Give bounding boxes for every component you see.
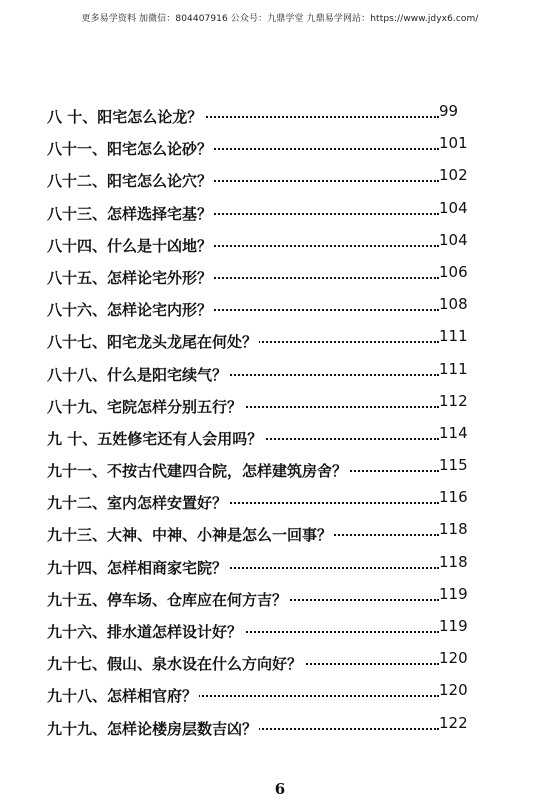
- toc-entry-page: 111: [439, 327, 468, 346]
- toc-entry: [47, 359, 473, 391]
- toc-entry-page: 106: [439, 262, 468, 281]
- toc-entry-title: 九十三、大神、中神、小神是怎么一回事？: [47, 519, 334, 551]
- toc-entry: [47, 326, 473, 358]
- toc-entry: [47, 391, 473, 423]
- toc-entry-title: 八十四、什么是十凶地？: [47, 230, 214, 262]
- toc-entry-page: 101: [439, 134, 468, 153]
- toc-entry: [47, 616, 473, 648]
- toc-entry-page: 120: [439, 681, 468, 700]
- toc-entry-title: 九十二、室内怎样安置好？: [47, 487, 229, 519]
- toc-entry-page: 104: [439, 230, 468, 249]
- toc-entry-title: 八十一、阳宅怎么论砂？: [47, 133, 214, 165]
- toc-entry-page: 118: [439, 552, 468, 571]
- toc-entry: [47, 230, 473, 262]
- table-of-contents: [47, 101, 473, 745]
- toc-entry-page: 119: [439, 617, 468, 635]
- toc-entry: [47, 487, 473, 519]
- toc-entry-page: 111: [439, 359, 468, 378]
- toc-entry-title: 九 十、五姓修宅还有人会用吗？: [47, 423, 264, 455]
- toc-entry-page: 102: [439, 166, 468, 185]
- toc-entry-page: 104: [439, 198, 468, 217]
- toc-entry-page: 114: [439, 423, 468, 442]
- toc-entry: [47, 133, 473, 165]
- toc-entry-title: 九十六、排水道怎样设计好？: [47, 616, 244, 648]
- toc-entry-title: 八十八、什么是阳宅续气？: [47, 359, 229, 391]
- toc-entry-title: 九十七、假山、泉水设在什么方向好？: [47, 648, 304, 680]
- toc-entry: [47, 455, 473, 487]
- toc-entry: [47, 680, 473, 712]
- toc-entry-title: 八 十、阳宅怎么论龙？: [47, 101, 204, 133]
- page-number: 6: [274, 780, 286, 798]
- toc-entry-title: 九十一、不按古代建四合院，怎样建筑房舍？: [47, 455, 349, 487]
- toc-entry-title: 八十二、阳宅怎么论穴？: [47, 165, 214, 197]
- toc-entry-title: 八十六、怎样论宅内形？: [47, 294, 214, 326]
- toc-entry-title: 九十五、停车场、仓库应在何方吉？: [47, 584, 289, 616]
- toc-entry: [47, 101, 473, 133]
- toc-entry: [47, 262, 473, 294]
- page-header: 更多易学资料 加微信：804407916 公众号：九鼎学堂 九鼎易学网站：https://www.jdyx6.com/: [81, 14, 479, 24]
- toc-entry-title: 八十五、怎样论宅外形？: [47, 262, 214, 294]
- toc-entry: [47, 198, 473, 230]
- toc-entry: [47, 584, 473, 616]
- toc-entry-page: 120: [439, 649, 468, 668]
- toc-entry: [47, 552, 473, 584]
- toc-entry-page: 99: [439, 102, 459, 120]
- toc-entry-page: 119: [439, 584, 468, 603]
- toc-entry-title: 八十七、阳宅龙头龙尾在何处？: [47, 326, 259, 358]
- toc-entry-page: 108: [439, 295, 468, 314]
- toc-entry-page: 115: [439, 456, 468, 475]
- toc-entry: [47, 713, 473, 745]
- toc-entry-page: 118: [439, 520, 468, 539]
- toc-entry: [47, 648, 473, 680]
- toc-entry-title: 九十四、怎样相商家宅院？: [47, 552, 229, 584]
- toc-entry: [47, 519, 473, 551]
- toc-entry: [47, 423, 473, 455]
- toc-entry: [47, 165, 473, 197]
- toc-entry-title: 八十三、怎样选择宅基？: [47, 198, 214, 230]
- toc-entry-page: 116: [439, 488, 468, 507]
- toc-entry-title: 八十九、宅院怎样分别五行？: [47, 391, 244, 423]
- toc-entry-title: 九十九、怎样论楼房层数吉凶？: [47, 713, 259, 745]
- toc-entry-title: 九十八、怎样相官府？: [47, 680, 199, 712]
- toc-entry-page: 122: [439, 713, 468, 732]
- toc-entry: [47, 294, 473, 326]
- toc-entry-page: 112: [439, 391, 468, 410]
